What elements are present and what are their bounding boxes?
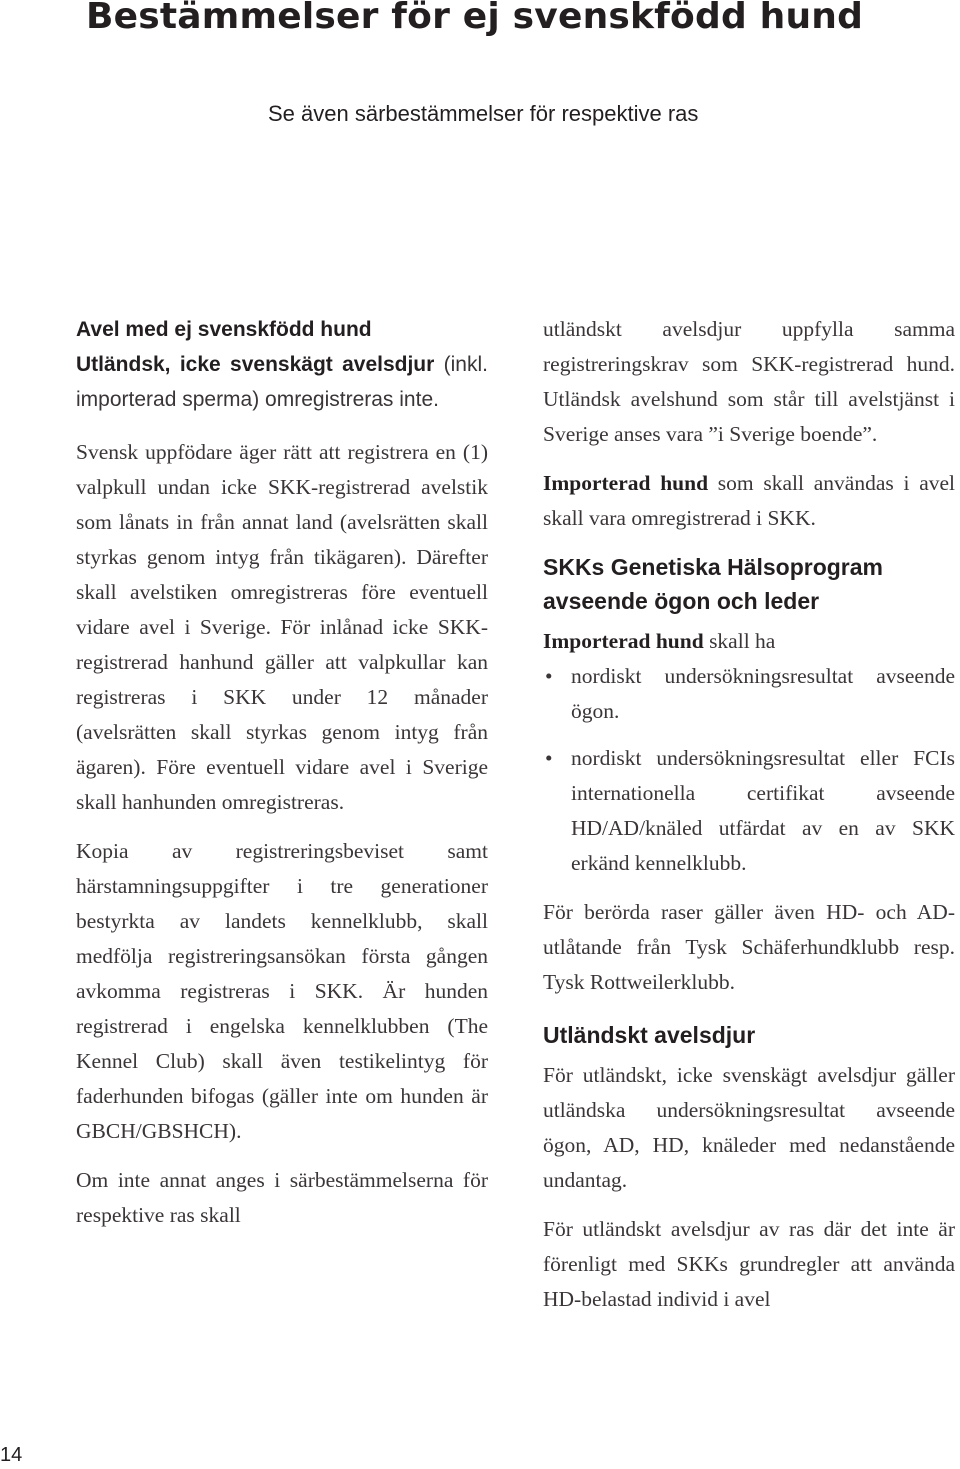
paragraph-foreign-requirements: utländskt avelsdjur uppfylla samma registreringskrav som SKK-registrerad hund. Utländsk avelshund som står till avelstjänst i Sverige anses vara ”i Sverige boende”. xyxy=(543,317,955,446)
section-heading-avel: Avel med ej svenskfödd hund xyxy=(76,318,372,341)
paragraph-imported-should-have xyxy=(543,624,955,659)
paragraph-imported-dog xyxy=(543,466,955,536)
list-item-text: nordiskt undersökningsresultat eller FCIs internationella certifikat avseende HD/AD/knäled utfärdat av en av SKK erkänd kennelklubb. xyxy=(571,746,955,875)
page-subtitle: Se även särbestämmelser för respektive ras xyxy=(268,101,699,126)
paragraph-hd-rules: För utländskt avelsdjur av ras där det inte är förenligt med SKKs grundregler att använda HD-belastad individ i avel xyxy=(543,1217,955,1311)
paragraph-registration-copy: Kopia av registreringsbeviset samt härstamningsuppgifter i tre generationer bestyrkta av landets kennelklubb, skall medfölja registreringsansökan första gången avkomma registreras i SKK. Är hunden registrerad i engelska kennelklubben (The Kennel Club) skall även testikelintyg för faderhunden bifogas (gäller inte om hunden är GBCH/GBSHCH). xyxy=(76,839,488,1143)
bullet-icon: • xyxy=(545,746,553,770)
imported-dog-rest: som skall användas i avel skall vara omregistrerad i SKK. xyxy=(543,471,955,530)
page-title: Bestämmelser för ej svenskfödd hund xyxy=(86,0,864,37)
should-have-rest: skall ha xyxy=(703,629,776,653)
imported-dog-bold-2: Importerad hund xyxy=(543,629,704,653)
section-heading-genetic-program: SKKs Genetiska Hälsoprogram avseende ögon och leder xyxy=(543,554,884,614)
right-column xyxy=(543,312,955,1331)
list-item xyxy=(543,741,955,881)
section-heading-foreign-breeding: Utländskt avelsdjur xyxy=(543,1022,756,1048)
paragraph-breeding-rights: Svensk uppfödare äger rätt att registrera en (1) valpkull undan icke SKK-registrerad avelstik som lånats in från annat land (avelsrätten skall styrkas genom intyg från tikägaren). Därefter skall avelstiken omregistreras före eventuell vidare avel i Sverige. För inlånad icke SKK-registrerad hanhund gäller att valpkullar kan registreras i SKK under 12 månader (avelsrätten skall styrkas genom intyg från ägaren). Före eventuell vidare avel i Sverige skall hanhunden omregistreras. xyxy=(76,440,488,814)
lead-rest: (inkl. importerad sperma) omregistreras inte. xyxy=(76,353,488,411)
bullet-icon: • xyxy=(545,664,553,688)
paragraph-breed-specific: För berörda raser gäller även HD- och AD-utlåtande från Tysk Schäferhundklubb resp. Tysk Rottweilerklubb. xyxy=(543,900,955,994)
requirements-list xyxy=(543,659,955,881)
page-number: 14 xyxy=(0,1444,23,1466)
lead-bold: Utländsk, icke svenskägt avelsdjur xyxy=(76,353,435,376)
list-item-text: nordiskt undersökningsresultat avseende ögon. xyxy=(571,664,955,723)
left-column xyxy=(76,312,488,1247)
paragraph-special-rules: Om inte annat anges i särbestämmelserna för respektive ras skall xyxy=(76,1168,488,1227)
imported-dog-bold: Importerad hund xyxy=(543,471,709,495)
paragraph-foreign-results: För utländskt, icke svenskägt avelsdjur gäller utländska undersökningsresultat avseende ögon, AD, HD, knäleder med nedanstående undantag. xyxy=(543,1063,955,1192)
list-item xyxy=(543,659,955,729)
lead-paragraph xyxy=(76,347,488,417)
